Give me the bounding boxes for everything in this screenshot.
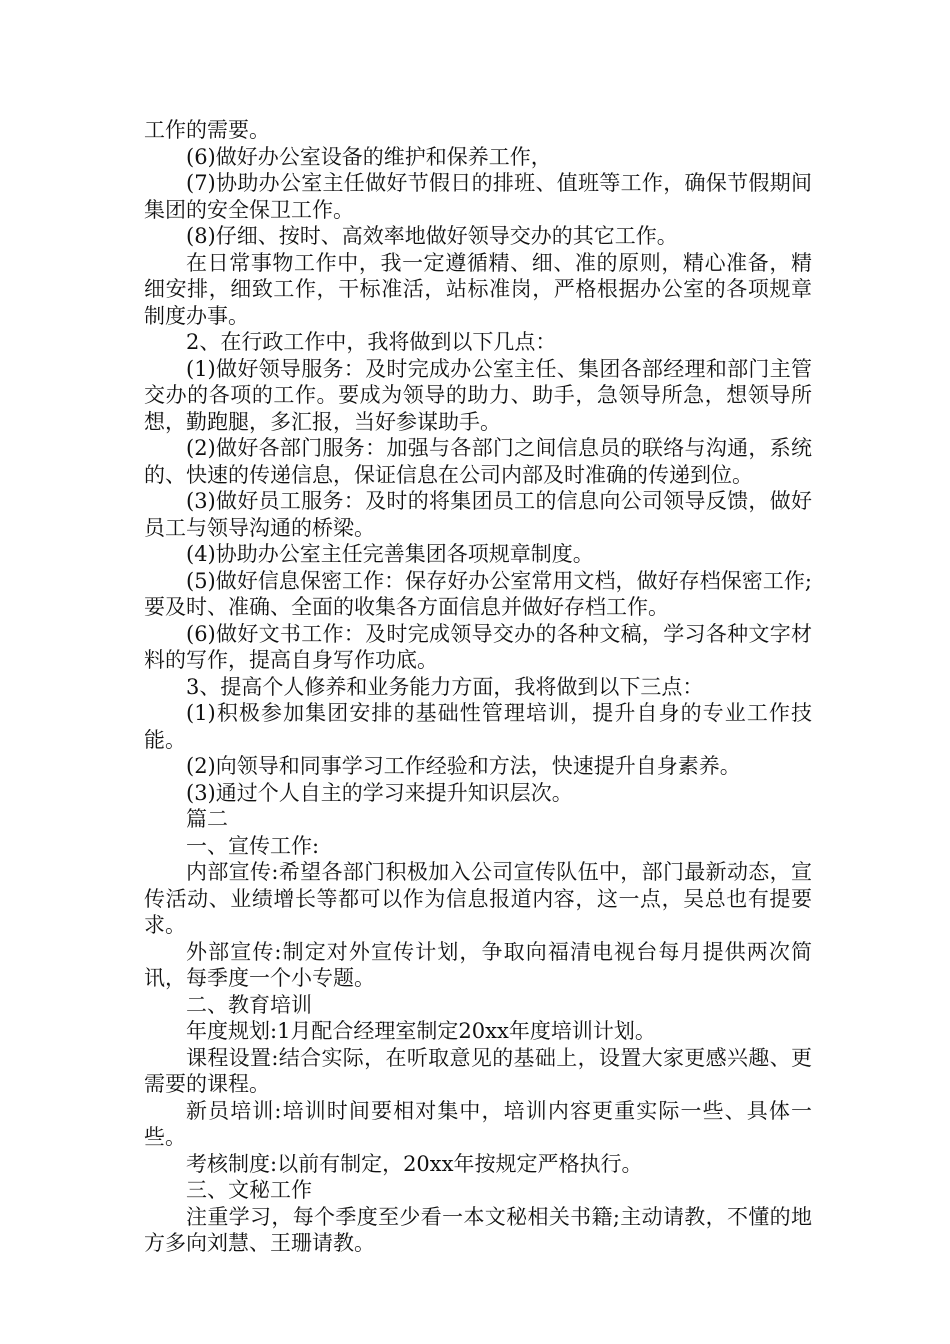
paragraph: 考核制度:以前有制定，20xx年按规定严格执行。	[186, 1151, 643, 1176]
paragraph: (2)向领导和同事学习工作经验和方法，快速提升自身素养。	[186, 754, 741, 778]
document-body	[144, 117, 812, 1257]
section-heading: 二、教育培训	[186, 992, 312, 1017]
paragraph: (1)积极参加集团安排的基础性管理培训，提升自身的专业工作技能。	[144, 701, 812, 752]
paragraph: 在日常事物工作中，我一定遵循精、细、准的原则，精心准备，精细安排，细致工作，干标准活，站标准岗，严格根据办公室的各项规章制度办事。	[144, 250, 812, 328]
paragraph-continuation: 工作的需要。	[144, 118, 270, 142]
section-heading: 2、在行政工作中，我将做到以下几点：	[186, 330, 557, 354]
paragraph: 新员培训:培训时间要相对集中，培训内容更重实际一些、具体一些。	[144, 1098, 812, 1149]
paragraph: (1)做好领导服务：及时完成办公室主任、集团各部经理和部门主管交办的各项的工作。要成为领导的助力、助手，急领导所急，想领导所想，勤跑腿，多汇报，当好参谋助手。	[144, 356, 812, 434]
section-heading: 3、提高个人修养和业务能力方面，我将做到以下三点：	[186, 674, 704, 699]
paragraph: (6)做好办公室设备的维护和保养工作，	[186, 144, 552, 169]
paragraph: (4)协助办公室主任完善集团各项规章制度。	[186, 542, 594, 566]
paragraph: (3)通过个人自主的学习来提升知识层次。	[186, 780, 573, 805]
paragraph: 注重学习，每个季度至少看一本文秘相关书籍;主动请教，不懂的地方多向刘慧、王珊请教。	[144, 1204, 812, 1255]
paragraph: 外部宣传:制定对外宣传计划，争取向福清电视台每月提供两次简讯，每季度一个小专题。	[144, 939, 812, 990]
paragraph: 课程设置:结合实际，在听取意见的基础上，设置大家更感兴趣、更需要的课程。	[144, 1045, 812, 1096]
paragraph: (6)做好文书工作：及时完成领导交办的各种文稿，学习各种文字材料的写作，提高自身写作功底。	[144, 621, 812, 672]
paragraph: (8)仔细、按时、高效率地做好领导交办的其它工作。	[186, 224, 678, 248]
section-heading: 一、宣传工作:	[186, 833, 320, 858]
section-heading: 三、文秘工作	[186, 1178, 312, 1202]
paragraph: (2)做好各部门服务：加强与各部门之间信息员的联络与沟通，系统的、快速的传递信息，保证信息在公司内部及时准确的传递到位。	[144, 436, 812, 487]
paragraph: 年度规划:1月配合经理室制定20xx年度培训计划。	[186, 1019, 656, 1043]
paragraph: (5)做好信息保密工作：保存好办公室常用文档，做好存档保密工作;要及时、准确、全面的收集各方面信息并做好存档工作。	[144, 568, 812, 619]
part-heading: 篇二	[186, 807, 228, 831]
paragraph: 内部宣传:希望各部门积极加入公司宣传队伍中，部门最新动态，宣传活动、业绩增长等都可以作为信息报道内容，这一点，吴总也有提要求。	[144, 860, 812, 937]
paragraph: (3)做好员工服务：及时的将集团员工的信息向公司领导反馈，做好员工与领导沟通的桥梁。	[144, 489, 812, 540]
paragraph: (7)协助办公室主任做好节假日的排班、值班等工作，确保节假期间集团的安全保卫工作。	[144, 171, 812, 222]
